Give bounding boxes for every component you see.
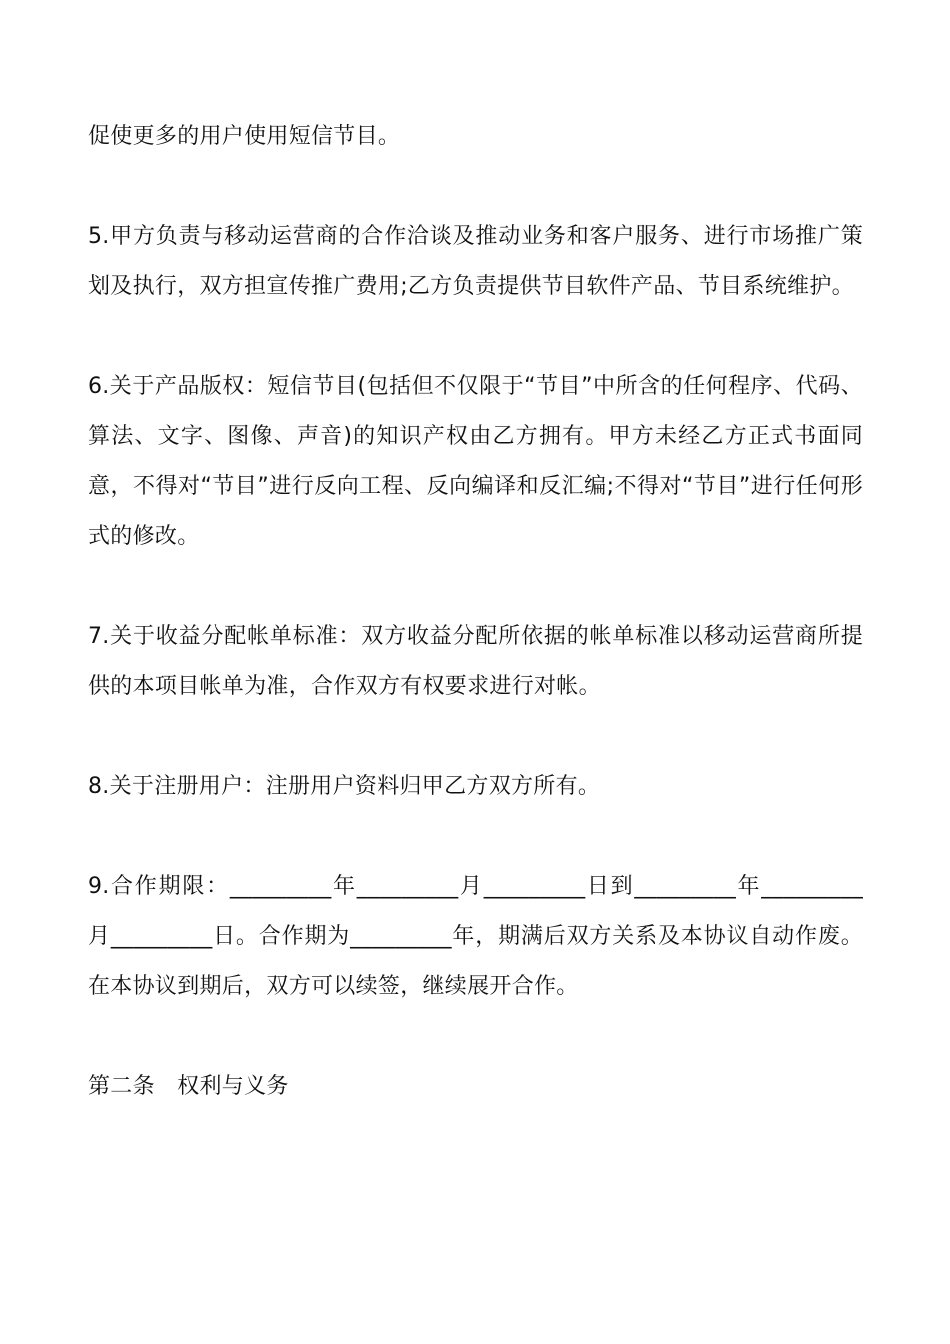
paragraph-continuation: 促使更多的用户使用短信节目。 (88, 124, 401, 149)
section-heading-rights-obligations: 第二条 权利与义务 (88, 1074, 289, 1099)
clause-8-registered-users: 8.关于注册用户：注册用户资料归甲乙方双方所有。 (88, 774, 601, 799)
clause-5: 5.甲方负责与移动运营商的合作洽谈及推动业务和客户服务、进行市场推广策划及执行，双方担宣传推广费用;乙方负责提供节目软件产品、节目系统维护。 (88, 224, 863, 299)
clause-6-copyright: 6.关于产品版权：短信节目(包括但不仅限于“节目”中所含的任何程序、代码、算法、文字、图像、声音)的知识产权由乙方拥有。甲方未经乙方正式书面同意，不得对“节目”进行反向工程、反向编译和反汇编;不得对“节目”进行任何形式的修改。 (88, 374, 863, 549)
document-body (88, 112, 863, 1112)
clause-9-term: 9.合作期限：_________年_________月_________日到_________年_________月_________日。合作期为_________年，期满后双方关系及本协议自动作废。在本协议到期后，双方可以续签，继续展开合作。 (88, 874, 863, 999)
clause-7-billing: 7.关于收益分配帐单标准：双方收益分配所依据的帐单标准以移动运营商所提供的本项目帐单为准，合作双方有权要求进行对帐。 (88, 624, 863, 699)
